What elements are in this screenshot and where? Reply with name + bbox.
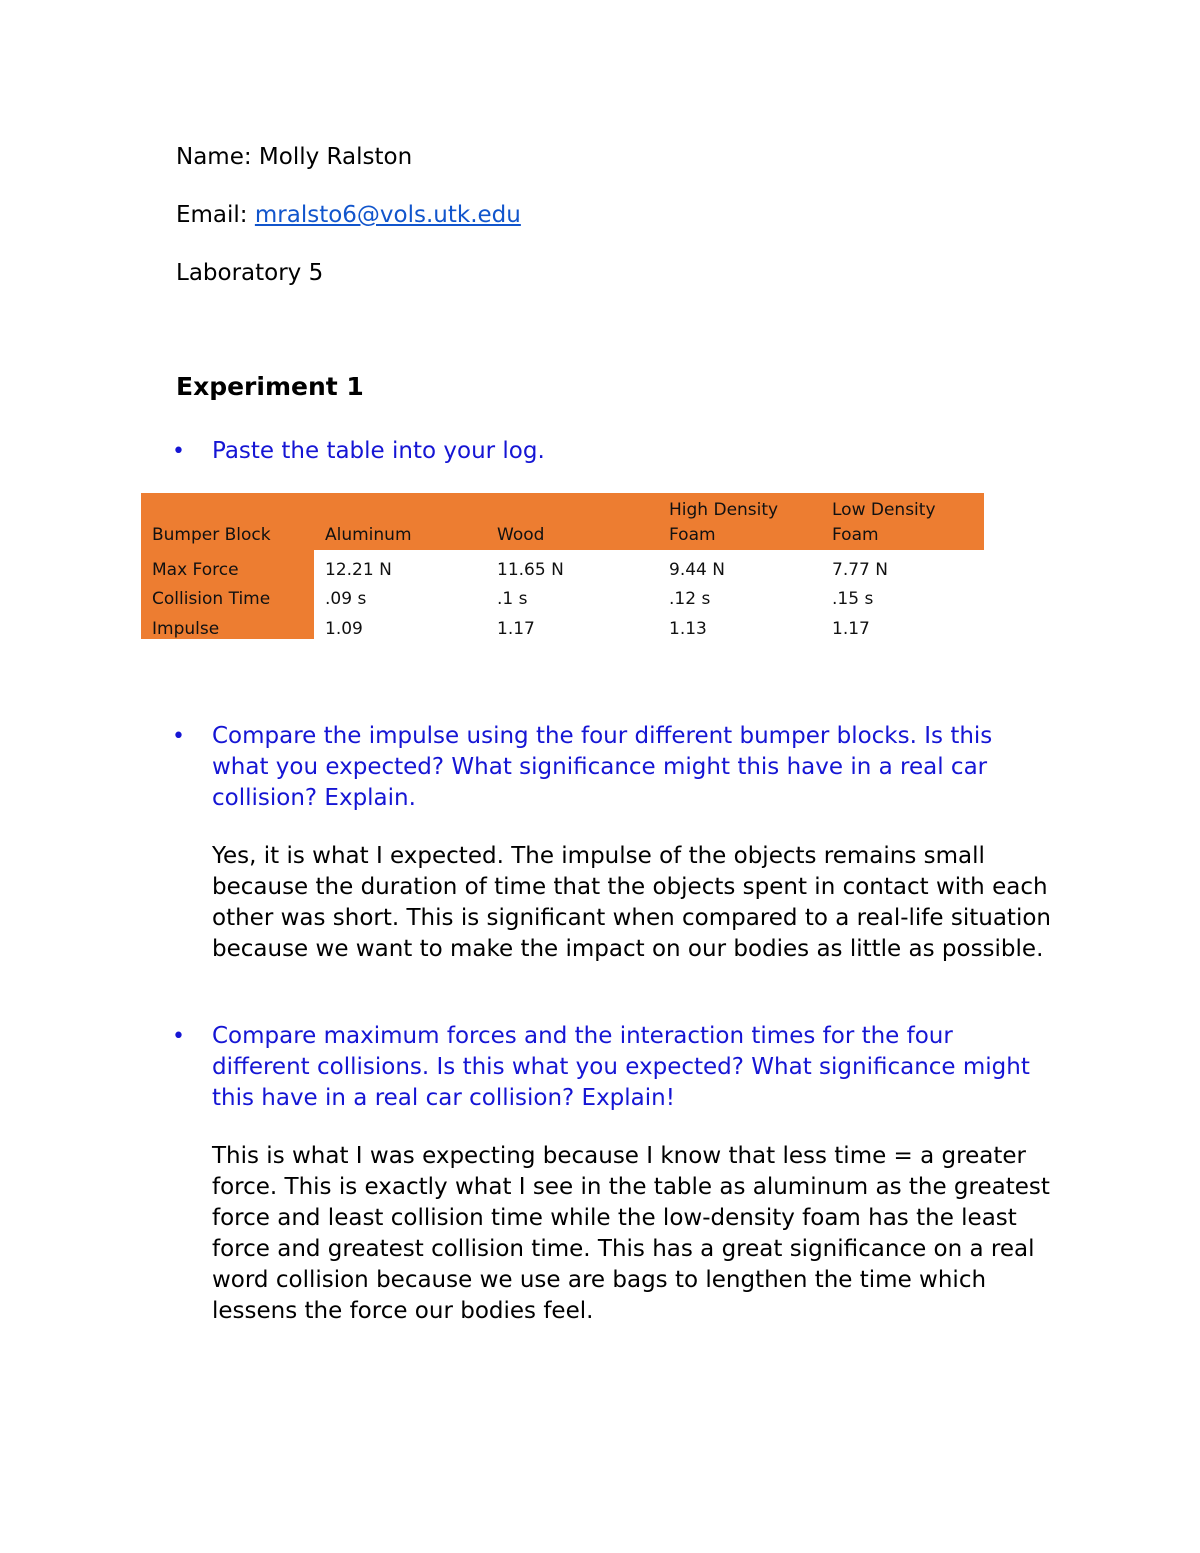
table-cell: 1.17 bbox=[832, 618, 870, 639]
section-heading: Experiment 1 bbox=[176, 372, 364, 401]
table-row bbox=[141, 580, 984, 610]
table-cell: 11.65 N bbox=[497, 559, 564, 580]
email-link[interactable]: mralsto6@vols.utk.edu bbox=[254, 202, 521, 228]
name-value: Molly Ralston bbox=[258, 144, 413, 170]
header-cell: Low Density Foam bbox=[821, 493, 984, 550]
header-cell: Wood bbox=[486, 493, 658, 550]
table-cell: 9.44 N bbox=[669, 559, 725, 580]
header-cell: Aluminum bbox=[314, 493, 486, 550]
prompt-question-1: Compare the impulse using the four different bumper blocks. Is this what you expected? What significance might this have in a real car collision? Explain. bbox=[212, 723, 993, 811]
table-cell: 7.77 N bbox=[832, 559, 888, 580]
bullet-icon: • bbox=[172, 724, 185, 749]
answer-2: This is what I was expecting because I know that less time = a greater force. This is exactly what I see in the table as aluminum as the greatest force and least collision time while the low-density foam has the least force and greatest collision time. This has a great significance on a real word collision because we use are bags to lengthen the time which lessens the force our bodies feel. bbox=[212, 1143, 1050, 1324]
results-table bbox=[141, 493, 984, 639]
table-cell: .1 s bbox=[497, 589, 528, 609]
row-label: Collision Time bbox=[141, 580, 314, 610]
table-cell: 1.13 bbox=[669, 618, 707, 639]
row-label: Impulse bbox=[141, 609, 314, 639]
name-label: Name: bbox=[176, 144, 252, 170]
bullet-icon: • bbox=[172, 439, 185, 464]
email-line bbox=[176, 200, 521, 230]
table-header-row bbox=[141, 493, 984, 550]
table-cell: 12.21 N bbox=[325, 559, 392, 580]
prompt-paste: Paste the table into your log. bbox=[212, 438, 545, 464]
lab-title: Laboratory 5 bbox=[176, 260, 324, 286]
header-cell: Bumper Block bbox=[141, 493, 314, 550]
table-cell: .12 s bbox=[669, 589, 711, 609]
table-row bbox=[141, 609, 984, 639]
bullet-icon: • bbox=[172, 1024, 185, 1049]
name-line bbox=[176, 142, 412, 172]
table-row bbox=[141, 550, 984, 580]
email-label: Email: bbox=[176, 202, 248, 228]
row-label: Max Force bbox=[141, 550, 314, 580]
table-cell: 1.17 bbox=[497, 618, 535, 639]
answer-1: Yes, it is what I expected. The impulse of the objects remains small because the duration of time that the objects spent in contact with each other was short. This is significant when compared to a real-life situation because we want to make the impact on our bodies as little as possible. bbox=[212, 843, 1051, 962]
table-cell: 1.09 bbox=[325, 618, 363, 639]
table-cell: .15 s bbox=[832, 589, 874, 609]
header-cell: High Density Foam bbox=[658, 493, 821, 550]
table-cell: .09 s bbox=[325, 589, 367, 609]
prompt-question-2: Compare maximum forces and the interaction times for the four different collisions. Is this what you expected? What significance might this have in a real car collision? Explain! bbox=[212, 1023, 1030, 1111]
